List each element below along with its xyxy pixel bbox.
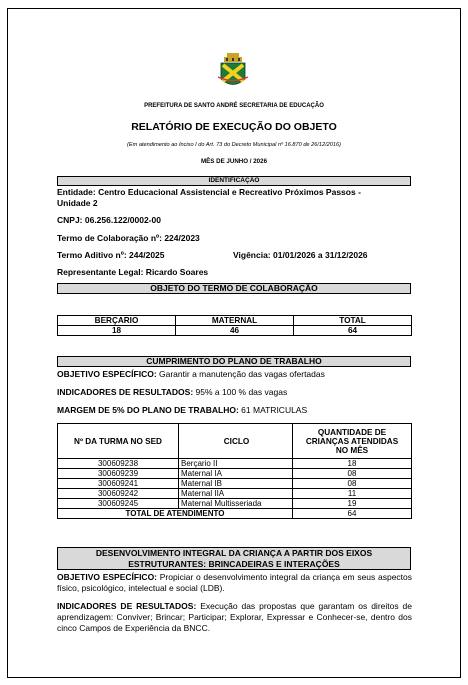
objetivo-desenvolvimento [57,572,412,594]
indicadores-vagas [57,387,287,397]
table-row [58,499,412,509]
report-subtitle: (Em atendimento ao Inciso I do Art. 73 do Decreto Municipal nº 16.870 de 26/12/2016) [127,142,341,148]
value-total: 64 [294,326,412,336]
objetivo-text: Propiciar o desenvolvimento integral da criança em seus aspectos físico, psicológico, intelectual e social (LDB). [57,572,413,593]
ciclo-cell: Maternal IA [179,469,293,479]
turma-cell: 300609242 [58,489,179,499]
table-total-row [58,509,412,519]
header-quantidade: QUANTIDADE DE CRIANÇAS ATENDIDAS NO MÊS [293,424,412,459]
vigencia: Vigência: 01/01/2026 a 31/12/2026 [233,250,368,260]
desenvolvimento-heading-line1: DESENVOLVIMENTO INTEGRAL DA CRIANÇA A PARTIR DOS EIXOS [95,548,373,558]
table-row [58,469,412,479]
identificacao-heading: IDENTIFICAÇÃO [57,176,411,186]
ciclo-cell: Maternal IIA [179,489,293,499]
value-maternal: 46 [176,326,294,336]
table-row [58,326,412,336]
turma-cell: 300609241 [58,479,179,489]
coat-of-arms-icon [218,53,248,90]
table-row [58,459,412,469]
quantidade-cell: 11 [293,489,412,499]
indicadores-text: 95% a 100 % das vagas [193,387,288,397]
report-title: RELATÓRIO DE EXECUÇÃO DO OBJETO [131,121,337,133]
entidade-line1: Entidade: Centro Educacional Assistencial e Recreativo Próximos Passos - [57,187,361,197]
termo-aditivo: Termo Aditivo nº: 244/2025 [57,250,165,260]
turmas-table [57,423,412,519]
turma-cell: 300609238 [58,459,179,469]
table-header-row [58,424,412,459]
representante-legal: Representante Legal: Ricardo Soares [57,267,209,277]
header-ciclo: CICLO [179,424,293,459]
indicadores-label: INDICADORES DE RESULTADOS: [57,387,194,397]
cnpj: CNPJ: 06.256.122/0002-00 [57,215,161,225]
termo-colaboracao: Termo de Colaboração nº: 224/2023 [57,233,200,243]
objetivo-manutencao [57,369,325,379]
ciclo-cell: Berçario II [179,459,293,469]
table-row [58,316,412,326]
desenvolvimento-heading-line2: ESTRUTURANTES: BRINCADEIRAS E INTERAÇÕES [128,558,340,569]
cumprimento-heading: CUMPRIMENTO DO PLANO DE TRABALHO [57,356,411,367]
total-label: TOTAL DE ATENDIMENTO [58,509,293,519]
ciclo-cell: Maternal IB [179,479,293,489]
quantidade-cell: 08 [293,469,412,479]
indicadores-text: Execução das propostas que garantam os direitos de aprendizagem: Conviver; Brincar; Participar; Explorar, Expressar e Conhecer-se, dentro dos cinco Campos de Experiência da BNCC. [57,601,412,633]
turma-cell: 300609239 [58,469,179,479]
margem-label: MARGEM DE 5% DO PLANO DE TRABALHO: [57,405,239,415]
quantidade-cell: 18 [293,459,412,469]
value-bercario: 18 [58,326,176,336]
ciclo-cell: Maternal Multisseriada [179,499,293,509]
indicadores-desenvolvimento [57,601,412,634]
total-value: 64 [293,509,412,519]
quantidade-cell: 08 [293,479,412,489]
objetivo-text: Garantir a manutenção das vagas ofertadas [156,369,325,379]
report-month: MÊS DE JUNHO / 2026 [200,158,268,165]
entidade-line2: Unidade 2 [57,198,98,208]
turma-cell: 300609245 [58,499,179,509]
header-total: TOTAL [294,316,412,326]
objeto-heading: OBJETO DO TERMO DE COLABORAÇÃO [57,283,411,294]
margem-text: 61 MATRICULAS [238,405,308,415]
header-bercario: BERÇARIO [58,316,176,326]
quantidade-cell: 19 [293,499,412,509]
objetivo-label: OBJETIVO ESPECÍFICO: [57,572,158,582]
table-row [58,489,412,499]
header-turma: Nº DA TURMA NO SED [58,424,179,459]
indicadores-label: INDICADORES DE RESULTADOS: [57,601,197,611]
objeto-table [57,315,412,336]
desenvolvimento-heading [57,547,411,570]
organization-name: PREFEITURA DE SANTO ANDRÉ SECRETARIA DE EDUCAÇÃO [144,103,324,109]
margem-plano [57,405,307,415]
objetivo-label: OBJETIVO ESPECÍFICO: [57,369,157,379]
table-row [58,479,412,489]
header-maternal: MATERNAL [176,316,294,326]
